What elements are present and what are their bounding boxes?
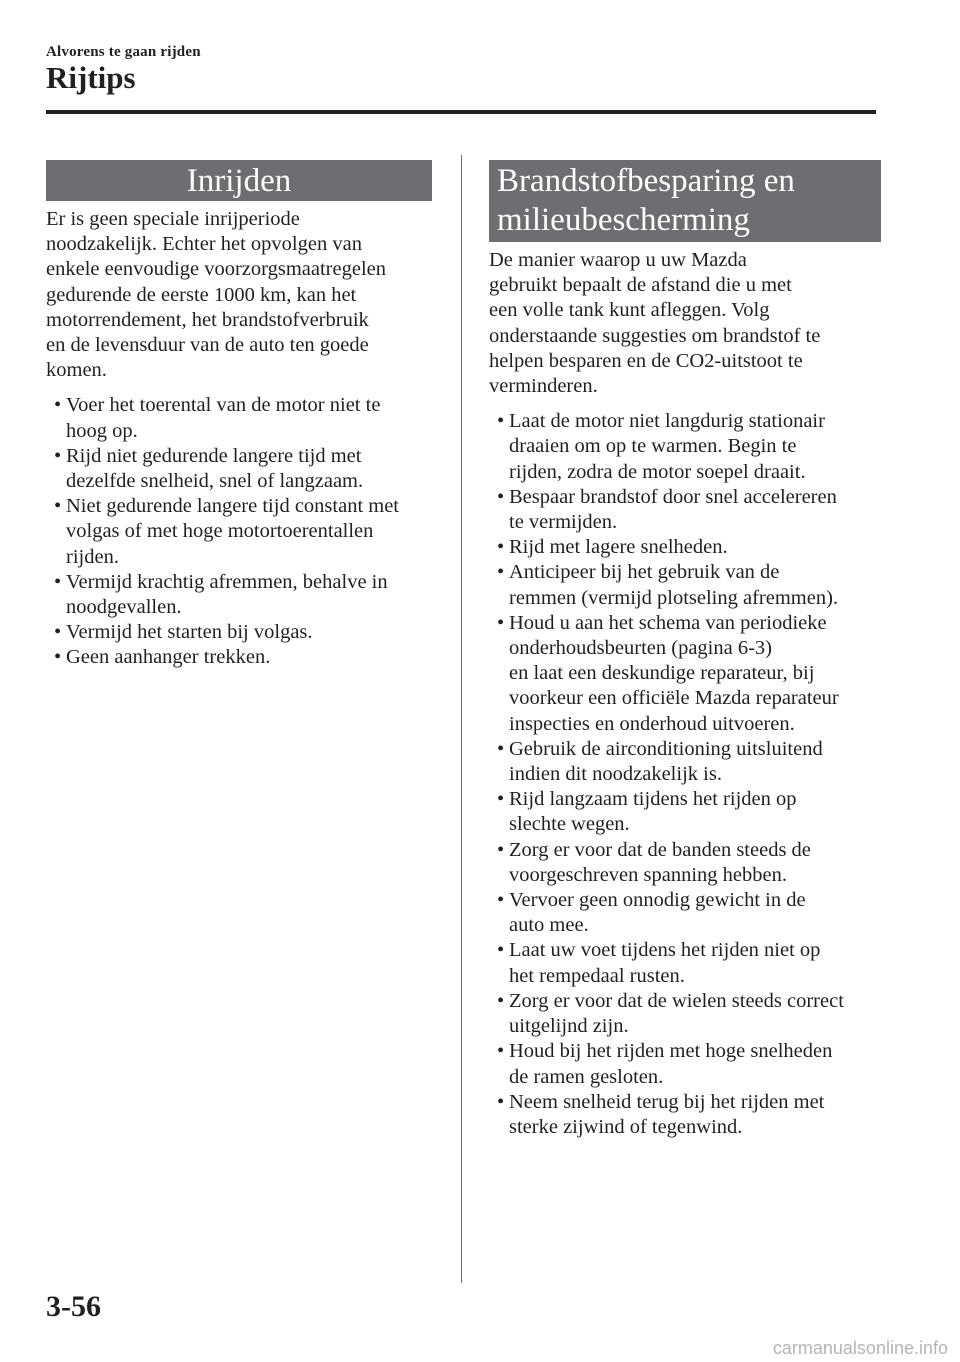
list-item: • Rijd met lagere snelheden. <box>489 535 881 560</box>
watermark: carmanualsonline.info <box>772 1338 948 1358</box>
brandstof-list <box>489 409 881 1140</box>
header-rule <box>46 110 876 114</box>
list-item: • Vervoer geen onnodig gewicht in de auto mee. <box>489 888 881 938</box>
left-column <box>46 160 432 671</box>
list-item: • Vermijd het starten bij volgas. <box>46 620 432 645</box>
list-item: • Neem snelheid terug bij het rijden met sterke zijwind of tegenwind. <box>489 1090 881 1140</box>
right-column <box>489 160 881 1140</box>
list-item: • Rijd niet gedurende langere tijd met dezelfde snelheid, snel of langzaam. <box>46 444 432 494</box>
chapter-title: Alvorens te gaan rijden <box>46 44 201 60</box>
list-item: • Houd bij het rijden met hoge snelheden de ramen gesloten. <box>489 1039 881 1089</box>
list-item: • Houd u aan het schema van periodieke onderhoudsbeurten (pagina 6-3) en laat een deskundige reparateur, bij voorkeur een officiële Mazda reparateur inspecties en onderhoud uitvoeren. <box>489 611 881 737</box>
inrijden-list <box>46 393 432 670</box>
list-item: • Anticipeer bij het gebruik van de remmen (vermijd plotseling afremmen). <box>489 560 881 610</box>
page-number: 3-56 <box>46 1290 101 1323</box>
brandstof-intro: De manier waarop u uw Mazda gebruikt bepaalt de afstand die u met een volle tank kunt afleggen. Volg onderstaande suggesties om brandstof te helpen besparen en de CO2-uitstoot te verminderen. <box>489 249 821 398</box>
list-item: • Laat uw voet tijdens het rijden niet op het rempedaal rusten. <box>489 938 881 988</box>
list-item: • Voer het toerental van de motor niet te hoog op. <box>46 393 432 443</box>
list-item: • Rijd langzaam tijdens het rijden op slechte wegen. <box>489 787 881 837</box>
column-divider <box>461 155 462 1283</box>
list-item: • Laat de motor niet langdurig stationair draaien om op te warmen. Begin te rijden, zodra de motor soepel draait. <box>489 409 881 485</box>
inrijden-intro: Er is geen speciale inrijperiode noodzakelijk. Echter het opvolgen van enkele eenvoudige voorzorgsmaatregelen gedurende de eerste 1000 km, kan het motorrendement, het brandstofverbruik en de levensduur van de auto ten goede komen. <box>46 208 387 382</box>
list-item: • Gebruik de airconditioning uitsluitend indien dit noodzakelijk is. <box>489 737 881 787</box>
list-item: • Bespaar brandstof door snel accelereren te vermijden. <box>489 485 881 535</box>
list-item: • Vermijd krachtig afremmen, behalve in noodgevallen. <box>46 570 432 620</box>
inrijden-heading: Inrijden <box>46 160 432 201</box>
list-item: • Zorg er voor dat de banden steeds de voorgeschreven spanning hebben. <box>489 838 881 888</box>
list-item: • Geen aanhanger trekken. <box>46 645 432 670</box>
list-item: • Zorg er voor dat de wielen steeds correct uitgelijnd zijn. <box>489 989 881 1039</box>
section-title: Rijtips <box>46 60 136 95</box>
brandstof-heading: Brandstofbesparing en milieubescherming <box>489 160 881 242</box>
list-item: • Niet gedurende langere tijd constant met volgas of met hoge motortoerentallen rijden. <box>46 494 432 570</box>
